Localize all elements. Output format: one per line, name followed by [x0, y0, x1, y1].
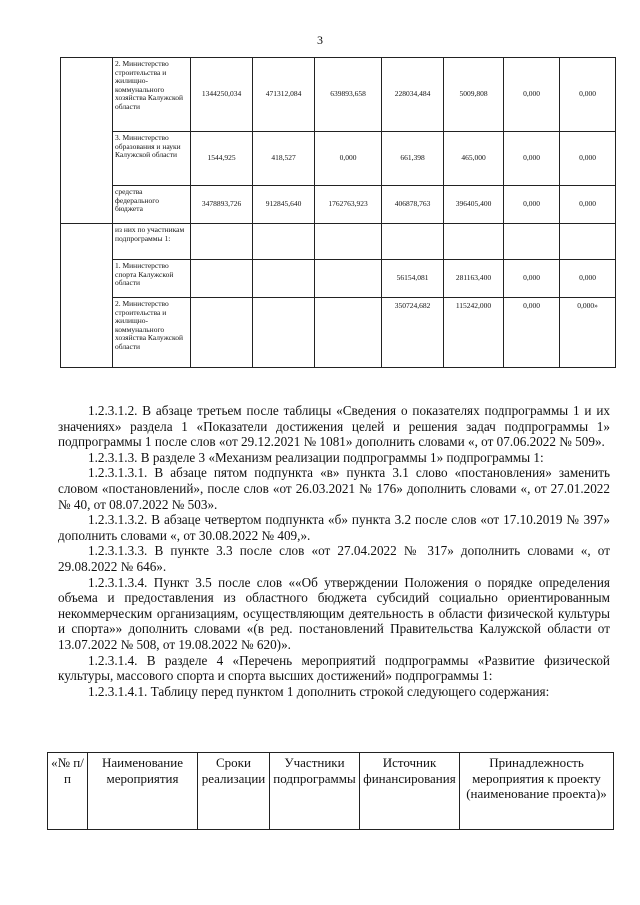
table-cell: 912845,640 [253, 186, 315, 224]
column-header: «№ п/п [48, 753, 88, 830]
row-label: 3. Министерство образования и науки Калужской области [113, 132, 191, 186]
row-label: 2. Министерство строительства и жилищно-коммунального хозяйства Калужской области [113, 298, 191, 368]
table-cell [315, 260, 382, 298]
table-cell: 0,000 [560, 132, 616, 186]
table-row [61, 298, 616, 368]
table-cell [382, 224, 444, 260]
table-cell [560, 224, 616, 260]
column-header: Принадлежность мероприятия к проекту (наименование проекта)» [460, 753, 614, 830]
paragraph: 1.2.3.1.3. В разделе 3 «Механизм реализации подпрограммы 1» подпрограммы 1: [88, 449, 544, 465]
table-cell: 0,000 [560, 58, 616, 132]
table-cell: 3478893,726 [191, 186, 253, 224]
table-cell: 639893,658 [315, 58, 382, 132]
table-cell [61, 260, 113, 298]
table-cell: 0,000» [560, 298, 616, 368]
paragraph: 1.2.3.1.2. В абзаце третьем после таблицы «Сведения о показателях подпрограммы 1 и их значениях» раздела 1 «Показатели достижения целей и решения задач подпрограммы 1» подпрограммы 1 после слов «от 29.12.2021 № 1081» дополнить словами «, от 07.06.2022 № 509». [58, 403, 610, 450]
column-header: Участники подпрограммы [270, 753, 360, 830]
table-cell: 0,000 [504, 260, 560, 298]
column-header: Источник финансирования [360, 753, 460, 830]
table-cell [444, 224, 504, 260]
row-label: 1. Министерство спорта Калужской области [113, 260, 191, 298]
table-cell: 0,000 [560, 186, 616, 224]
table-cell [61, 186, 113, 224]
table-cell: 465,000 [444, 132, 504, 186]
table-cell: 1762763,923 [315, 186, 382, 224]
table-cell [191, 260, 253, 298]
table-cell [61, 224, 113, 260]
table-cell: 406878,763 [382, 186, 444, 224]
row-label: из них по участникам подпрограммы 1: [113, 224, 191, 260]
table-cell: 471312,084 [253, 58, 315, 132]
table-cell: 0,000 [560, 260, 616, 298]
table-cell [253, 298, 315, 368]
table-cell [61, 132, 113, 186]
table-cell: 115242,000 [444, 298, 504, 368]
table-cell [61, 58, 113, 132]
table-cell: 0,000 [504, 132, 560, 186]
table-cell: 350724,682 [382, 298, 444, 368]
row-label: средства федерального бюджета [113, 186, 191, 224]
page-number: 3 [317, 33, 323, 47]
table-cell: 5009,808 [444, 58, 504, 132]
table-cell: 0,000 [504, 186, 560, 224]
table-cell [315, 298, 382, 368]
table-row [61, 132, 616, 186]
budget-table [60, 57, 616, 368]
table-cell: 56154,081 [382, 260, 444, 298]
table-cell: 418,527 [253, 132, 315, 186]
paragraph: 1.2.3.1.3.4. Пункт 3.5 после слов ««Об утверждении Положения о порядке определения объема и предоставления из областного бюджета субсидий социально ориентированным некоммерческим организациям, осуществляющим деятельность в области физической культуры и спорта»» дополнить словами «(в ред. постановлений Правительства Калужской области от 13.07.2022 № 508, от 19.08.2022 № 620)». [58, 574, 610, 652]
table-cell: 661,398 [382, 132, 444, 186]
table-cell: 281163,400 [444, 260, 504, 298]
paragraph: 1.2.3.1.4. В разделе 4 «Перечень мероприятий подпрограммы «Развитие физической культуры, массового спорта и спорта высших достижений» подпрограммы 1: [58, 652, 610, 684]
table-row [61, 260, 616, 298]
table-cell: 0,000 [504, 58, 560, 132]
table-cell [253, 260, 315, 298]
table-cell: 1344250,034 [191, 58, 253, 132]
column-header: Сроки реализации [198, 753, 270, 830]
document-body [58, 403, 610, 699]
paragraph: 1.2.3.1.3.3. В пункте 3.3 после слов «от 27.04.2022 № 317» дополнить словами «, от 29.08.2022 № 646». [58, 543, 610, 574]
paragraph: 1.2.3.1.4.1. Таблицу перед пунктом 1 дополнить строкой следующего содержания: [88, 683, 550, 699]
table-cell [191, 298, 253, 368]
column-header: Наименование мероприятия [88, 753, 198, 830]
table-row [61, 224, 616, 260]
table-cell [253, 224, 315, 260]
table-cell: 396405,400 [444, 186, 504, 224]
table-cell [61, 298, 113, 368]
table-cell: 228034,484 [382, 58, 444, 132]
table-cell [504, 224, 560, 260]
measures-header-table [47, 752, 614, 830]
table-cell: 0,000 [504, 298, 560, 368]
table-row [61, 186, 616, 224]
table-cell [191, 224, 253, 260]
paragraph: 1.2.3.1.3.1. В абзаце пятом подпункта «в» пункта 3.1 слово «постановления» заменить словом «постановлений», после слов «от 26.03.2021 № 176» дополнить словами «, от 27.01.2022 № 40, от 08.07.2022 № 503». [58, 465, 610, 512]
table-cell: 1544,925 [191, 132, 253, 186]
table-row [48, 753, 614, 830]
table-cell: 0,000 [315, 132, 382, 186]
table-cell [315, 224, 382, 260]
row-label: 2. Министерство строительства и жилищно-коммунального хозяйства Калужской области [113, 58, 191, 132]
table-row [61, 58, 616, 132]
paragraph: 1.2.3.1.3.2. В абзаце четвертом подпункта «б» пункта 3.2 после слов «от 17.10.2019 № 397» дополнить словами «, от 30.08.2022 № 409,». [58, 512, 610, 543]
